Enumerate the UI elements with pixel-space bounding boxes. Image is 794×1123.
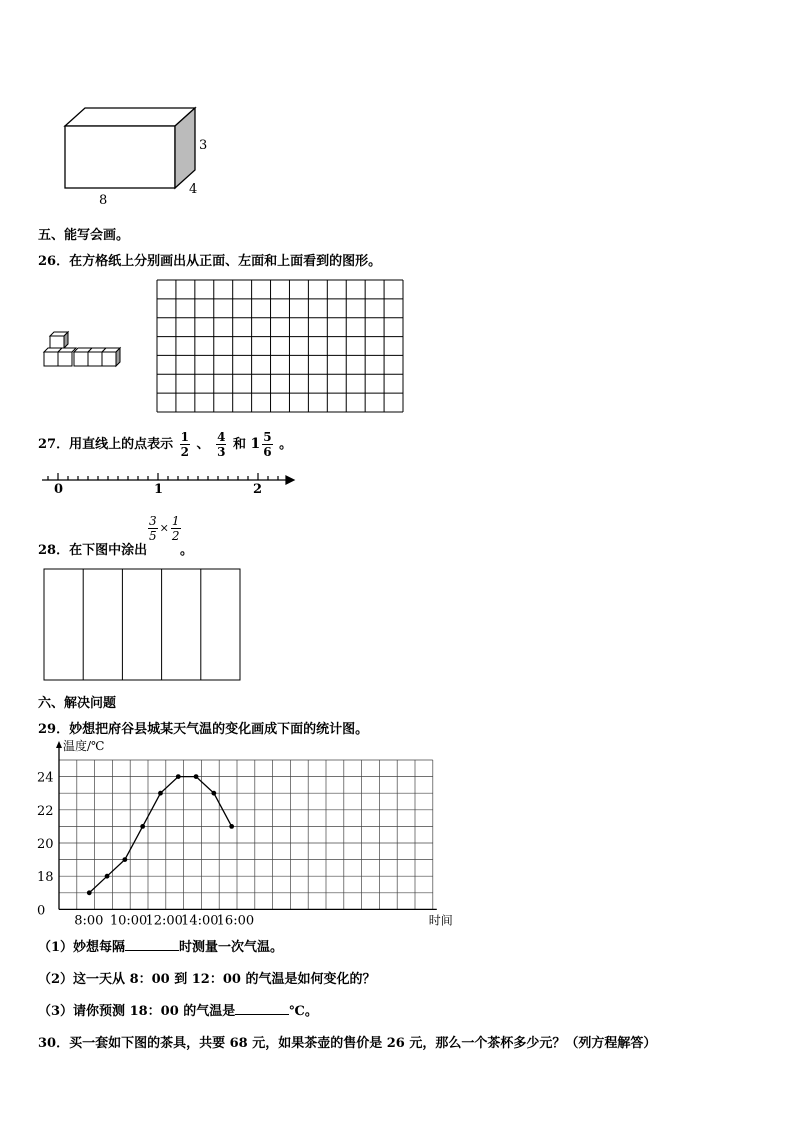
q29-sub3 [38, 1000, 318, 1019]
q27-prefix: 27．用直线上的点表示 [38, 437, 174, 452]
chart-y-arrow [56, 741, 62, 748]
chart-x-tick-label: 12:00 [145, 913, 183, 929]
times-sign: × [159, 521, 169, 535]
shading-rectangle[interactable] [43, 568, 241, 681]
fraction-1-2b: $\frac{1}{2}$ [171, 514, 180, 543]
chart-x-tick-label: 16:00 [216, 913, 255, 929]
q28-expression [146, 514, 183, 543]
q28-prefix: 28．在下图中涂出 [38, 543, 148, 558]
q28-end: 。 [180, 543, 194, 558]
numline-arrow [286, 476, 294, 484]
q29-sub1 [38, 936, 283, 955]
shade-outline [44, 569, 240, 680]
q29-sub1-suffix: 时测量一次气温。 [179, 940, 284, 955]
chart-x-axis-label: 时间 [428, 913, 453, 928]
temperature-data-point [211, 791, 216, 796]
cuboid-width-label: 4 [189, 182, 198, 197]
section5-title: 五、能写会画。 [38, 228, 130, 243]
chart-y-tick-label: 24 [37, 770, 54, 786]
temperature-data-point [158, 791, 163, 796]
numline-tick-0: 0 [54, 482, 64, 497]
square-grid-paper[interactable] [156, 279, 404, 413]
temperature-data-point [194, 774, 199, 779]
chart-y-tick-label: 18 [37, 870, 54, 886]
number-line[interactable] [40, 470, 296, 498]
q29-sub1-prefix: （1）妙想每隔 [38, 940, 126, 955]
chart-x-tick-label: 10:00 [109, 913, 148, 929]
temperature-data-point [122, 857, 127, 862]
q29-sub3-blank[interactable] [235, 1002, 289, 1015]
chart-y-tick-label: 0 [37, 903, 46, 919]
q27-sep: 、 [196, 437, 210, 452]
q27-end: 。 [279, 437, 293, 452]
q29-sub3-suffix: ℃。 [289, 1004, 318, 1019]
cuboid-height-label: 3 [199, 138, 208, 153]
chart-y-tick-label: 20 [37, 837, 54, 852]
cuboid-figure [55, 100, 215, 210]
numline-tick-2: 2 [253, 482, 263, 497]
temperature-data-point [87, 890, 92, 895]
q29-sub1-blank[interactable] [125, 938, 179, 951]
q29-sub3-prefix: （3）请你预测 18：00 的气温是 [38, 1004, 236, 1019]
chart-y-axis-label: 温度/℃ [63, 739, 105, 753]
chart-x-tick-label: 8:00 [74, 913, 104, 929]
fraction-3-5: $\frac{3}{5}$ [149, 514, 157, 543]
temperature-data-point [176, 774, 181, 779]
q29-sub2: （2）这一天从 8：00 到 12：00 的气温是如何变化的？ [38, 972, 376, 987]
temperature-data-point [105, 874, 110, 879]
chart-x-tick-label: 14:00 [181, 913, 219, 929]
temperature-data-point [140, 824, 145, 829]
temperature-data-point [229, 824, 234, 829]
q26-text: 26．在方格纸上分别画出从正面、左面和上面看到的图形。 [38, 254, 382, 269]
q27-text [38, 430, 292, 459]
numline-tick-1: 1 [154, 482, 164, 497]
mixed-whole: 1 [250, 436, 261, 452]
temperature-line-chart [30, 738, 453, 930]
chart-y-tick-label: 22 [37, 803, 54, 819]
fraction-1-2: $\frac{1}{2}$ [180, 430, 189, 459]
section6-title: 六、解决问题 [38, 696, 117, 711]
q29-text: 29．妙想把府谷县城某天气温的变化画成下面的统计图。 [38, 722, 369, 737]
q27-and: 和 [232, 437, 246, 452]
cube-stack-figure [42, 330, 120, 370]
cuboid-length-label: 8 [99, 193, 108, 208]
fraction-5-6: $\frac{5}{6}$ [263, 430, 272, 459]
fraction-4-3: $\frac{4}{3}$ [217, 430, 226, 459]
q30-text: 30．买一套如下图的茶具，共要 68 元，如果茶壶的售价是 26 元，那么一个茶杯多少元？（列方程解答） [38, 1036, 657, 1051]
